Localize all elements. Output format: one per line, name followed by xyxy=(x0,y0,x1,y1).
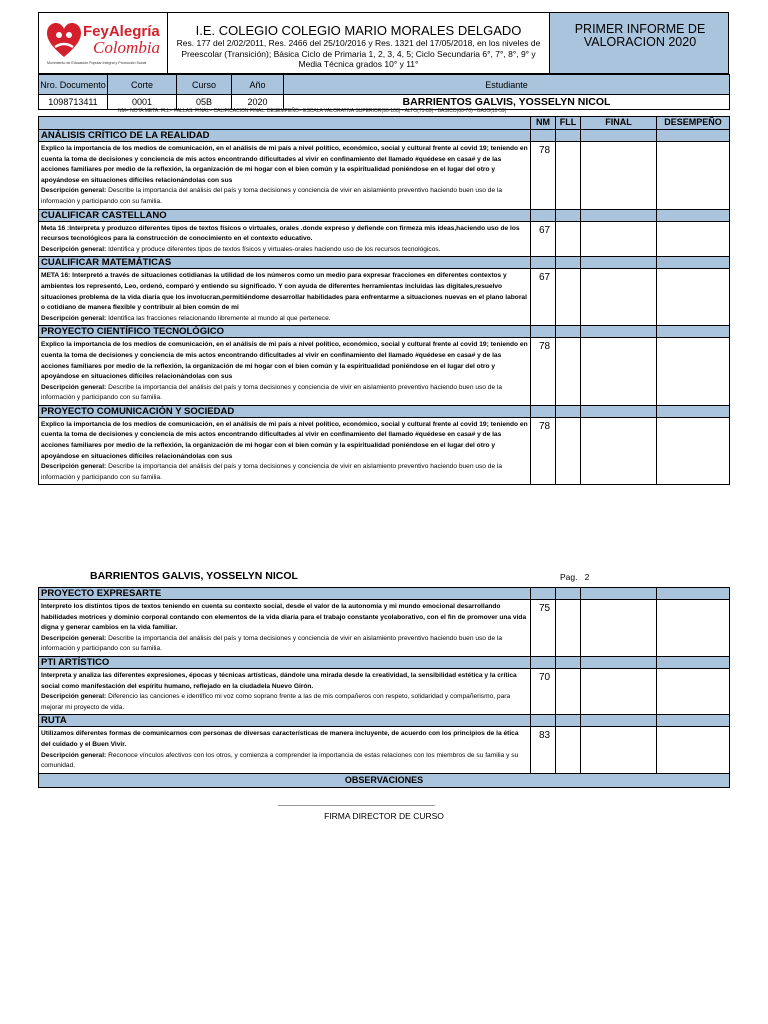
desempeno-cell xyxy=(657,221,730,257)
subject-body-row xyxy=(39,417,730,485)
description-label: Descripción general: xyxy=(41,383,107,391)
document-number: 1098713411 xyxy=(39,95,108,110)
fll-cell xyxy=(556,142,581,210)
subject-goal-cell xyxy=(39,221,531,257)
report-title: PRIMER INFORME DE VALORACION 2020 xyxy=(574,22,706,49)
column-header-final: FINAL xyxy=(581,117,657,130)
subject-description: Describe la importancia del análisis del país y toma decisiones y conciencia de vivir en aislamiento preventivo haciendo buen uso de la información y participando con su familia. xyxy=(41,634,503,653)
subject-goal-cell xyxy=(39,269,531,326)
subject-goal-cell xyxy=(39,727,531,773)
desempeno-cell xyxy=(657,668,730,714)
column-header-fll: FLL xyxy=(556,117,581,130)
nm-score: 78 xyxy=(531,338,556,406)
final-cell xyxy=(581,600,657,657)
fll-cell xyxy=(556,269,581,326)
observations-row xyxy=(39,773,730,787)
subject-title-blank-cell xyxy=(581,130,657,142)
description-label: Descripción general: xyxy=(41,751,107,759)
subject-body-row xyxy=(39,142,730,210)
fll-cell xyxy=(556,727,581,773)
subject-title-blank-cell xyxy=(657,715,730,727)
nm-score: 70 xyxy=(531,668,556,714)
info-header: Estudiante xyxy=(284,75,730,95)
subject-goal-cell xyxy=(39,417,531,485)
subject-title-blank-cell xyxy=(556,656,581,668)
subject-description: Reconoce vínculos afectivos con los otros, y comienza a comprender la importancia de estas relaciones con los miembros de su familia y su comunidad. xyxy=(41,751,519,770)
subject-title-blank-cell xyxy=(556,405,581,417)
desempeno-cell xyxy=(657,142,730,210)
page2-student-name: BARRIENTOS GALVIS, YOSSELYN NICOL xyxy=(90,570,298,582)
column-header-blank xyxy=(39,117,531,130)
subject-title: ANÁLISIS CRÍTICO DE LA REALIDAD xyxy=(39,130,531,142)
page-label: Pag. xyxy=(560,572,578,582)
subject-title-row xyxy=(39,715,730,727)
subject-title-blank-cell xyxy=(556,326,581,338)
subject-title-blank-cell xyxy=(657,405,730,417)
nm-score: 78 xyxy=(531,142,556,210)
info-header: Nro. Documento xyxy=(39,75,108,95)
nm-score: 83 xyxy=(531,727,556,773)
subject-title-blank-cell xyxy=(531,209,556,221)
subject-title-row xyxy=(39,405,730,417)
final-cell xyxy=(581,338,657,406)
school-name: I.E. COLEGIO COLEGIO MARIO MORALES DELGADO xyxy=(195,23,522,38)
column-header-desempeno: DESEMPEÑO xyxy=(657,117,730,130)
final-cell xyxy=(581,221,657,257)
subject-title-blank-cell xyxy=(657,656,730,668)
description-label: Descripción general: xyxy=(41,693,107,701)
fll-cell xyxy=(556,221,581,257)
fll-cell xyxy=(556,668,581,714)
subject-title-blank-cell xyxy=(581,326,657,338)
nm-score: 75 xyxy=(531,600,556,657)
final-cell xyxy=(581,727,657,773)
subject-title-blank-cell xyxy=(556,715,581,727)
subject-title-row xyxy=(39,130,730,142)
logo-tagline: Movimiento de Educación Popular Integral y Promoción Social xyxy=(47,61,147,65)
subject-goal: Explico la importancia de los medios de comunicación, en el análisis de mi país a nivel político, económico, social y cultural frente al covid 19; teniendo en cuenta la toma de decisiones y conciencia de mis actos encontrando dificultades al vivir en confinamiento del llamado #quédese en casa# y de las acciones familiares por medio de la reflexión, la organización de mi hogar con el bien común y la espiritualidad poniéndose en el lugar del otro y apoyándose en situaciones difíciles relacionándolas con sus xyxy=(41,341,528,381)
subject-description: Describe la importancia del análisis del país y toma decisiones y conciencia de vivir en aislamiento preventivo haciendo buen uso de la información y participando con su familia. xyxy=(41,463,503,481)
subject-title-blank-cell xyxy=(556,588,581,600)
description-label: Descripción general: xyxy=(41,634,107,642)
info-header: Curso xyxy=(177,75,232,95)
school-info-box xyxy=(167,12,550,74)
page-number-value: 2 xyxy=(584,572,590,582)
subject-title-blank-cell xyxy=(657,588,730,600)
final-cell xyxy=(581,269,657,326)
desempeno-cell xyxy=(657,269,730,326)
subject-title-blank-cell xyxy=(531,715,556,727)
final-cell xyxy=(581,142,657,210)
subject-title-blank-cell xyxy=(531,656,556,668)
subject-goal: Explico la importancia de los medios de comunicación, en el análisis de mi país a nivel político, económico, social y cultural frente al covid 19; teniendo en cuenta la toma de decisiones y conciencia de mis actos encontrando dificultades al vivir en confinamiento del llamado #quédese en casa# y de las acciones familiares por medio de la reflexión, la organización de mi hogar con el bien común y la espiritualidad poniéndose en el lugar del otro y apoyándose en situaciones difíciles relacionándolas con sus xyxy=(41,145,528,184)
subject-title: CUALIFICAR MATEMÁTICAS xyxy=(39,257,531,269)
subject-body-row xyxy=(39,668,730,714)
desempeno-cell xyxy=(657,338,730,406)
column-header-row xyxy=(39,117,730,130)
subject-title-blank-cell xyxy=(556,209,581,221)
student-info-table xyxy=(38,74,730,110)
subject-description: Diferencio las canciones e identifico mi voz como soprano frente a las de mis compañeros con respeto, solidaridad y compañerismo, para mejorar mi proyecto de vida. xyxy=(41,693,511,711)
subject-description: Describe la importancia del análisis del país y toma decisiones y conciencia de vivir en aislamiento preventivo haciendo buen uso de la información y participando con su familia. xyxy=(41,383,503,402)
subject-body-row xyxy=(39,727,730,773)
subject-title-blank-cell xyxy=(531,257,556,269)
subject-title-blank-cell xyxy=(657,130,730,142)
subject-title-blank-cell xyxy=(581,588,657,600)
column-header-nm: NM xyxy=(531,117,556,130)
subject-goal: Utilizamos diferentes formas de comunicarnos con personas de diversas características de manera incluyente, de acuerdo con los principios de la ética del cuidado y el Buen Vivir. xyxy=(41,730,519,748)
description-label: Descripción general: xyxy=(41,463,107,471)
desempeno-cell xyxy=(657,600,730,657)
subject-description: Describe la importancia del análisis del país y toma decisiones y conciencia de vivir en aislamiento preventivo haciendo buen uso de la información y participando con su familia. xyxy=(41,187,503,205)
grading-legend: NM= NOTA META. FLL= FALLAS. FINAL= CALIFICACION FINAL. DESEMPEÑO= ESCALA VALORATIVA SUPERIOR(90-100) - ALTO(71-89) - BASICO(60-70) - BAJO(10-59) xyxy=(118,108,507,114)
subject-goal: Meta 16 :Interpreta y produzco diferentes tipos de textos físicos o virtuales, orales .donde expreso y defiende con firmeza mis ideas,haciendo uso de los recursos tecnológicos para la construcción de conocimiento en el contexto educativo. xyxy=(41,224,520,243)
subject-title-blank-cell xyxy=(531,405,556,417)
subject-description: Identifica las fracciones relacionando libremente al mundo al que pertenece. xyxy=(108,314,331,322)
info-header: Año xyxy=(232,75,284,95)
subject-goal-cell xyxy=(39,668,531,714)
subject-title: PTI ARTÍSTICO xyxy=(39,656,531,668)
logo-text-feyalegria: FeyAlegría xyxy=(83,23,160,40)
subject-goal: Interpreto los distintos tipos de textos teniendo en cuenta su contexto social, desde el valor de la autonomía y mi mundo emocional desarrollando habilidades motrices y dominio corporal contando con elementos de la vida diaria para el trabajo constante ycolaborativo, con el fin de promover una vida digna y generar cambios en la vida familiar. xyxy=(41,603,527,632)
info-header: Corte xyxy=(108,75,177,95)
grades-table-page1 xyxy=(38,116,730,485)
subject-goal: META 16: Interpretó a través de situaciones cotidianas la utilidad de los números como un medio para expresar fracciones en diferentes contextos y ambientes los representó, Leo, ordenó, comparó y entiendo su significado. Y con ayuda de diferentes herramientas incluidas las digitales,resuelvo situaciones problema de la vida diaria que los involucran,permitiéndome desarrollar habilidades para enfrentarme a situaciones nuevas en el plano laboral o cotidiano de manera flexible y contribuir al bien común de mi xyxy=(41,272,527,312)
subject-title-blank-cell xyxy=(581,656,657,668)
subject-goal-cell xyxy=(39,142,531,210)
signature-label: FIRMA DIRECTOR DE CURSO xyxy=(324,811,444,821)
desempeno-cell xyxy=(657,727,730,773)
final-cell xyxy=(581,668,657,714)
subject-title: CUALIFICAR CASTELLANO xyxy=(39,209,531,221)
subject-title-row xyxy=(39,257,730,269)
subject-goal: Interpreta y analiza las diferentes expresiones, épocas y técnicas artísticas, dándole una mirada desde la creatividad, la sensibilidad estética y la crítica social como manifestación del espíritu humano, reflejado en la ciudadela Nuevo Girón. xyxy=(41,671,517,690)
nm-score: 67 xyxy=(531,269,556,326)
nm-score: 67 xyxy=(531,221,556,257)
subject-description: Identifica y produce diferentes tipos de textos físicos y virtuales-orales haciendo uso de los recursos tecnológicos. xyxy=(108,245,441,253)
desempeno-cell xyxy=(657,417,730,485)
subject-title-blank-cell xyxy=(531,326,556,338)
student-name: BARRIENTOS GALVIS, YOSSELYN NICOL xyxy=(284,95,730,110)
subject-title: PROYECTO CIENTÍFICO TECNOLÓGICO xyxy=(39,326,531,338)
heart-logo-icon xyxy=(47,23,81,59)
subject-title-blank-cell xyxy=(556,130,581,142)
subject-title-blank-cell xyxy=(581,257,657,269)
subject-title-blank-cell xyxy=(581,209,657,221)
subject-body-row xyxy=(39,338,730,406)
logo-text-colombia: Colombia xyxy=(93,38,161,57)
subject-title-blank-cell xyxy=(657,257,730,269)
subject-goal-cell xyxy=(39,600,531,657)
description-label: Descripción general: xyxy=(41,245,107,253)
subject-title-blank-cell xyxy=(531,588,556,600)
corte-value: 0001 xyxy=(108,95,177,110)
subject-goal: Explico la importancia de los medios de comunicación, en el análisis de mi país a nivel político, económico, social y cultural frente al covid 19; teniendo en cuenta la toma de decisiones y conciencia de mis actos encontrando dificultades al vivir en confinamiento del llamado #quédese en casa# y de las acciones familiares por medio de la reflexión, la organización de mi hogar con el bien común y la espiritualidad poniéndose en el lugar del otro y apoyándose en situaciones difíciles relacionándolas con sus xyxy=(41,420,528,460)
observations-label: OBSERVACIONES xyxy=(39,773,730,787)
subject-title: RUTA xyxy=(39,715,531,727)
subject-body-row xyxy=(39,221,730,257)
description-label: Descripción general: xyxy=(41,314,107,322)
subject-body-row xyxy=(39,600,730,657)
subject-title-row xyxy=(39,209,730,221)
subject-title-blank-cell xyxy=(531,130,556,142)
subject-title-row xyxy=(39,656,730,668)
description-label: Descripción general: xyxy=(41,187,107,195)
subject-title-blank-cell xyxy=(556,257,581,269)
grades-table-page2 xyxy=(38,587,730,788)
report-title-box xyxy=(549,12,729,74)
subject-title-blank-cell xyxy=(581,405,657,417)
subject-title-row xyxy=(39,588,730,600)
subject-title: PROYECTO COMUNICACIÓN Y SOCIEDAD xyxy=(39,405,531,417)
subject-title-blank-cell xyxy=(657,209,730,221)
subject-title-blank-cell xyxy=(581,715,657,727)
fll-cell xyxy=(556,417,581,485)
logo-box xyxy=(38,12,168,74)
subject-body-row xyxy=(39,269,730,326)
school-resolution: Res. 177 del 2/02/2011, Res. 2466 del 25/10/2016 y Res. 1321 del 17/05/2018, en los niveles de Preescolar (Transición); Básica Ciclo de Primaria 1, 2, 3, 4, 5; Ciclo Secundaria 6°, 7°, 8°, 9° y Media Técnica grados 10° y 11° xyxy=(176,38,541,69)
final-cell xyxy=(581,417,657,485)
fll-cell xyxy=(556,338,581,406)
subject-title-blank-cell xyxy=(657,326,730,338)
page-number xyxy=(560,572,589,582)
subject-title: PROYECTO EXPRESARTE xyxy=(39,588,531,600)
signature-line: _______________________________________________ xyxy=(278,800,435,806)
subject-goal-cell xyxy=(39,338,531,406)
year-value: 2020 xyxy=(232,95,284,110)
nm-score: 78 xyxy=(531,417,556,485)
fll-cell xyxy=(556,600,581,657)
subject-title-row xyxy=(39,326,730,338)
curso-value: 05B xyxy=(177,95,232,110)
